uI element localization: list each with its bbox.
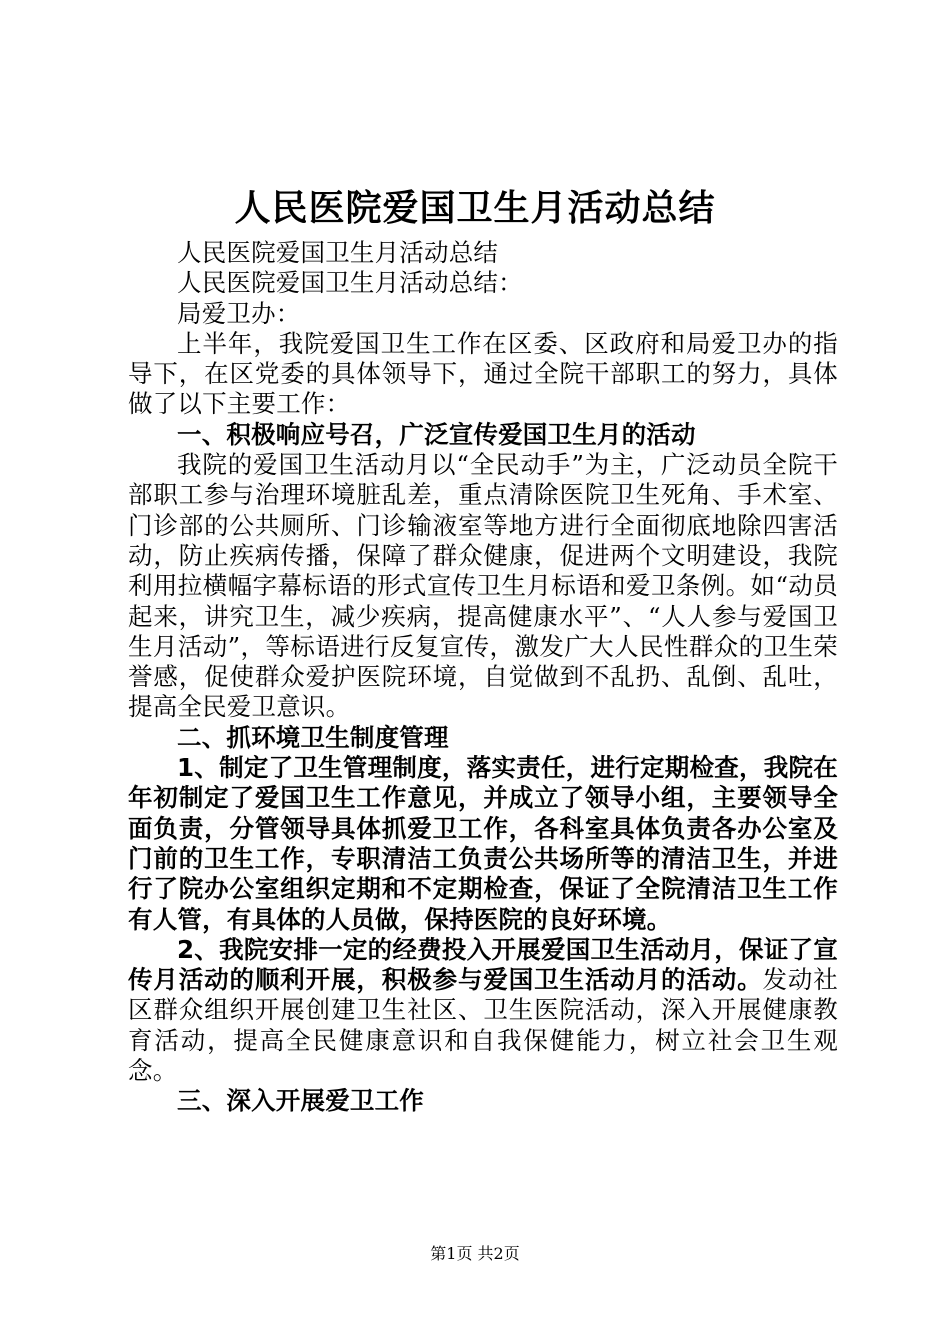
document-body <box>128 238 838 1117</box>
paragraph-section-1: 我院的爱国卫生活动月以“全民动手”为主，广泛动员全院干部职工参与治理环境脏乱差，重点清除医院卫生死角、手术室、门诊部的公共厕所、门诊输液室等地方进行全面彻底地除四害活动，防止疾病传播，保障了群众健康，促进两个文明建设，我院利用拉横幅字幕标语的形式宣传卫生月标语和爱卫条例。如“动员起来，讲究卫生，减少疾病，提高健康水平”、“人人参与爱国卫生月活动”，等标语进行反复宣传，激发广大人民性群众的卫生荣誉感，促使群众爱护医院环境，自觉做到不乱扔、乱倒、乱吐，提高全民爱卫意识。 <box>128 450 838 722</box>
section-heading-2: 二、抓环境卫生制度管理 <box>177 722 449 752</box>
page-footer: 第1页 共2页 <box>430 1244 520 1263</box>
paragraph-salutation: 局爱卫办： <box>177 298 301 328</box>
paragraph-item-2-bold: 2、我院安排一定的经费投入开展爱国卫生活动月，保证了宣传月活动的顺利开展，积极参与爱国卫生活动月的活动。 <box>128 934 838 995</box>
paragraph-heading-repeat: 人民医院爱国卫生月活动总结 <box>177 238 499 267</box>
document-title: 人民医院爱国卫生月活动总结 <box>234 187 716 229</box>
section-heading-1: 一、积极响应号召，广泛宣传爱国卫生月的活动 <box>177 419 696 449</box>
paragraph-item-2-rest: 发动社区群众组织开展创建卫生社区、卫生医院活动，深入开展健康教育活动，提高全民健康意识和自我保健能力，树立社会卫生观念。 <box>128 965 838 1086</box>
paragraph-item-2 <box>128 935 838 1086</box>
paragraph-item-1: 1、制定了卫生管理制度，落实责任，进行定期检查，我院在年初制定了爱国卫生工作意见，并成立了领导小组，主要领导全面负责，分管领导具体抓爱卫工作，各科室具体负责各办公室及门前的卫生工作，专职清洁工负责公共场所等的清洁卫生，并进行了院办公室组织定期和不定期检查，保证了全院清洁卫生工作有人管，有具体的人员做，保持医院的良好环境。 <box>128 753 838 934</box>
section-heading-3: 三、深入开展爱卫工作 <box>177 1086 424 1116</box>
paragraph-subtitle: 人民医院爱国卫生月活动总结： <box>177 268 523 298</box>
paragraph-intro: 上半年，我院爱国卫生工作在区委、区政府和局爱卫办的指导下，在区党委的具体领导下，通过全院干部职工的努力，具体做了以下主要工作： <box>128 328 838 419</box>
